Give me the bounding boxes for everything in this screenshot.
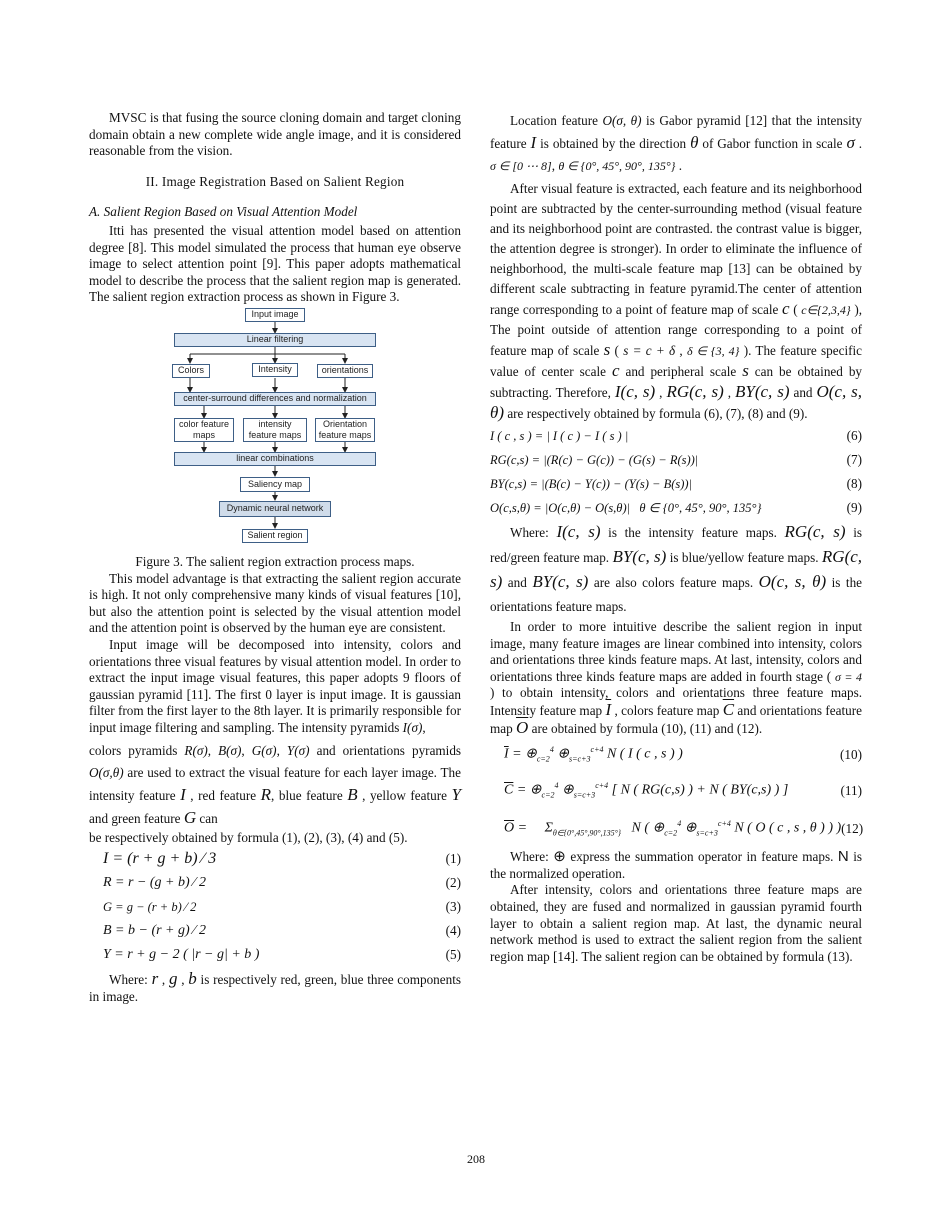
equation-5: Y = r + g − 2 ( |r − g| + b ) (5) [103, 946, 461, 962]
I-cs-2: I(c, s) [556, 522, 601, 541]
decompose-text: Input image will be decomposed into intensity, colors and orientations three visual features by visual attention model. In order to extract the input image visual features, this paper adopts 9 floors of gaussian pyramid [11]. The first 0 layer is input image. It is gaussian filter from the first layer to the 8th layer. It is primarily responsible for input image filtering and sampling. The intensity pyramids [89, 636, 461, 735]
paragraph-visual-feature: After visual feature is extracted, each feature and its neighborhood point are subtracted by the center-surrounding method (visual feature and its neighborhood point are contrasted. the contrast value is bigger, the attention degree is stronger). In order to eliminate the influence of neighborhood, the multi-scale feature map [13] can be obtained by different scale subtracting in feature pyramid.The center of attention range corresponding to a point of feature map of scale c ( c∈{2,3,4} ), The point outside of attention range corresponding to a point of feature map of scale s ( s = c + δ , δ ∈ {3, 4} ). The feature specific value of center scale c and peripheral scale s can be obtained by subtracting. Therefore, I(c, s) , RG(c, s) , BY(c, s) and O(c, s, θ) are respectively obtained by formula (6), (7), (8) and (9). [490, 181, 863, 422]
rg-map-text: is red/green feature map. [490, 525, 863, 565]
equation-8: BY(c,s) = |(B(c) − Y(c)) − (Y(s) − B(s))| (8) [490, 475, 862, 491]
eq-number-10: (10) [840, 746, 862, 762]
orient-maps-text: is the orientations feature maps. [490, 575, 863, 614]
O-bar: $\overline{O}$ [516, 717, 529, 737]
eq-number-11: (11) [840, 782, 862, 798]
green-feature-text: and green feature [89, 811, 181, 827]
s-symbol-2: s [742, 361, 749, 380]
RG-cs: RG(c, s) [666, 382, 724, 401]
can-text: can [199, 811, 218, 827]
BY-cs-2: BY(c, s) [612, 547, 667, 566]
paragraph-decompose: Input image will be decomposed into intensity, colors and orientations three visual features by visual attention model. In order to extract the input image visual features, this paper adopts 9 floors of gaussian pyramid [11]. The first 0 layer is input image. It is gaussian filter from the first layer to the 8th layer. It is primarily responsible for input image filtering and sampling. The intensity pyramids I(σ), [89, 636, 461, 735]
eq-number-7: (7) [846, 451, 862, 467]
delta-range: δ ∈ {3, 4} [686, 344, 740, 358]
and-orientations-text: and orientations [316, 743, 405, 759]
direction-text: is obtained by the direction [540, 136, 687, 151]
RG-cs-2: RG(c, s) [784, 522, 846, 541]
eq-number-1: (1) [445, 850, 461, 866]
O-pyramid: O(σ,θ) [89, 765, 124, 781]
BY-cs: BY(c, s) [735, 382, 790, 401]
c-range: c∈{2,3,4} [801, 303, 851, 317]
box-intensity-feature-maps: intensity feature maps [243, 418, 307, 442]
box-dynamic-neural-network: Dynamic neural network [219, 501, 331, 517]
box-linear-filtering: Linear filtering [174, 333, 376, 347]
equation-12: $\overline{O}$ = $\Sigma_{\theta\in\{0^\circ,45^\circ,90^\circ,135^\circ\}}$ N ( $\oplus_{c=2}^4$ $\oplus_{s=c+3}^{c+4}$ N ( O ( c , s , θ ) ) ) (12) [504, 819, 864, 838]
s-def: s = c + δ [623, 343, 676, 358]
R-symbol: R [260, 785, 272, 805]
paragraph-advantage: This model advantage is that extracting the salient region accurate is high. It not only comprehensive many kinds of visual features [10], but also the attention point is selected by the visual attention model and the attention point is observed by the human eye are consistent. [89, 570, 461, 636]
sigma-4: σ = 4 [834, 669, 863, 684]
c-symbol: c [782, 299, 790, 318]
O-cs-theta: O(c, s, θ) [490, 382, 863, 422]
right-column [490, 110, 862, 965]
g-symbol: g [168, 969, 178, 989]
I-symbol: I [180, 785, 186, 805]
oplus-symbol: ⊕ [553, 849, 566, 866]
I-bar: $\overline{I}$ [605, 699, 612, 719]
box-center-surround: center-surround differences and normalization [174, 392, 376, 406]
intensity-pyramid-symbol: I(σ) [402, 719, 423, 735]
RG-cs-3: RG(c, s) [490, 547, 863, 591]
equation-7: RG(c,s) = |(R(c) − G(c)) − (G(s) − R(s))| (7) [490, 451, 862, 467]
paragraph-where-rgb: Where: r , g , b is respectively red, green, blue three components in image. [89, 969, 462, 1004]
b-symbol: b [188, 969, 197, 989]
equation-10: $\overline{I}$ = $\oplus_{c=2}^4$ $\oplus_{s=c+3}^{c+4}$ N ( I ( c , s ) ) (10) [504, 745, 862, 764]
G-pyramid: G(σ) [251, 743, 277, 759]
sigma-range: σ ∈ [0 ⋯ 8] [490, 159, 552, 173]
colors-map-text: , colors feature map [614, 702, 720, 718]
subsection-title: A. Salient Region Based on Visual Attention Model [89, 204, 358, 220]
equation-2: R = r − (g + b) ⁄ 2 (2) [103, 874, 461, 890]
feature-specific-text: ). The feature specific value of center scale [490, 343, 863, 379]
gabor-text: is Gabor pyramid [12] that the [646, 113, 813, 128]
sigma-symbol: σ [846, 133, 855, 152]
intuitive-text: In order to more intuitive describe the salient region in input image, many feature images are linear combined into intensity, colors and orientations three kinds feature maps. At last, intensity, colors and orientations three kinds feature maps are added in fourth stage ( [490, 619, 862, 684]
equation-6: I ( c , s ) = | I ( c ) − I ( s ) | (6) [490, 427, 862, 443]
box-saliency-map: Saliency map [240, 477, 310, 492]
pyramids-text: pyramids [411, 743, 462, 759]
box-linear-combinations: linear combinations [174, 452, 376, 466]
G-symbol: G [183, 808, 197, 828]
intro-paragraph: MVSC is that fusing the source cloning domain and target cloning domain obtain a new complete wide angle image, and it is considered reasonable from the vision. [89, 110, 461, 159]
C-bar: $\overline{C}$ [722, 699, 735, 719]
where-label: Where: [109, 972, 148, 988]
section-title: II. Image Registration Based on Salient Region [145, 173, 405, 189]
paragraph-itti: Itti has presented the visual attention model based on attention degree [8]. This model simulated the process that human eye observe image to select attention point [9]. This paper adopts mathematical model to describe the process that the salient region map is generated. The salient region extraction process as shown in Figure 3. [89, 222, 461, 305]
eq-number-6: (6) [846, 427, 862, 443]
Y-symbol: Y [451, 785, 461, 805]
where-label-3: Where: [510, 849, 549, 865]
visual-feature-text: After visual feature is extracted, each feature and its neighborhood point are subtracted by the center-surrounding method (visual feature and its neighborhood point are contrasted. the contrast value is bigger, the attention degree is stronger). In order to eliminate the influence of neighborhood, the multi-scale feature map [13] can be obtained by different scale subtracting in feature pyramid.The center of attention range corresponding to a point of feature map of scale [490, 181, 862, 317]
formula-6-9-text: are respectively obtained by formula (6), (7), (8) and (9). [507, 406, 808, 421]
orient-map-text: and orientations feature map [490, 702, 862, 736]
box-input-image: Input image [245, 308, 305, 322]
box-intensity: Intensity [252, 363, 298, 377]
equation-4: B = b − (r + g) ⁄ 2 (4) [103, 922, 461, 938]
page-number: 208 [467, 1152, 485, 1166]
intensity-maps-text: is the intensity feature maps. [608, 525, 777, 540]
location-feature-text: Location feature [510, 113, 598, 128]
paragraph-intuitive [490, 619, 862, 737]
figure-3-caption: Figure 3. The salient region extraction process maps. [135, 553, 415, 569]
paragraph-location-feature: Location feature O(σ, θ) is Gabor pyramid [12] that the intensity feature I is obtained by the direction θ of Gabor function in scale σ . σ ∈ [0 ⋯ 8], θ ∈ {0°, 45°, 90°, 135°} . [490, 113, 863, 173]
eq-number-2: (2) [445, 874, 461, 890]
function-scale-text: function in scale [754, 136, 843, 151]
eq-number-4: (4) [445, 922, 461, 938]
and-text-2: and [507, 575, 527, 590]
paragraph-final: After intensity, colors and orientations three feature maps are obtained, they are fused and normalized in gaussian pyramid fourth layer to obtain a salient region map. At last, the dynamic neural network method is used to extract the salient region from the salient region map [14]. The salient region can be obtained by formula (13). [490, 882, 862, 964]
normalized-text: is the normalized operation. [490, 849, 863, 881]
rgb-symbols: r [151, 969, 159, 989]
paragraph-where-maps [490, 520, 862, 619]
intensity-feature-text: each layer image. The intensity feature [89, 765, 462, 804]
used-text: are used to extract the visual feature for [127, 765, 340, 781]
and-text: and [793, 385, 813, 400]
eq-number-9: (9) [846, 499, 862, 515]
eq-number-8: (8) [846, 475, 862, 491]
paragraph-where-oplus [490, 849, 862, 882]
yellow-feature-text: , yellow feature [362, 788, 447, 804]
eq-number-3: (3) [445, 898, 461, 914]
equation-9: O(c,s,θ) = |O(c,θ) − O(s,θ)| θ ∈ {0°, 45°, 90°, 135°} (9) [490, 499, 862, 515]
Y-pyramid: Y(σ) [286, 743, 310, 759]
summation-text: express the summation operator in feature maps. [570, 849, 834, 865]
I-symbol-2: I [530, 133, 537, 152]
c-symbol-2: c [611, 361, 620, 380]
O-cs-theta-2: O(c, s, θ) [758, 572, 827, 591]
box-salient-region: Salient region [242, 529, 308, 543]
point-outside-text: ), The point outside of attention range corresponding to a point of feature map of scale [490, 302, 863, 358]
B-symbol: B [347, 785, 358, 805]
eq-number-5: (5) [445, 946, 461, 962]
R-pyramid: R(σ) [184, 743, 208, 759]
colors-pyramids-text: colors pyramids [89, 743, 178, 759]
equation-1: I = (r + g + b) ⁄ 3 (1) [103, 849, 461, 867]
red-feature-text: , red feature [190, 788, 257, 804]
subtracting-text: can be obtained by subtracting. Therefore, [490, 364, 863, 400]
BY-cs-3: BY(c, s) [532, 572, 589, 591]
eq-number-12: (12) [841, 820, 864, 836]
N-symbol: N [837, 848, 849, 866]
equation-3: G = g − (r + b) ⁄ 2 (3) [103, 898, 461, 914]
of-gabor-text: of Gabor [702, 136, 751, 151]
B-pyramid: B(σ) [218, 743, 242, 759]
s-symbol: s [603, 340, 611, 359]
paragraph-pyramids: colors pyramids R(σ), B(σ), G(σ), Y(σ) and orientations pyramids O(σ,θ) are used to extract the visual feature for each layer image. The intensity feature I , red feature R, blue feature B , yellow feature Y and green feature G can [89, 743, 462, 828]
where-label-2: Where: [510, 525, 549, 540]
box-colors: Colors [172, 364, 210, 378]
intensity-map-text: ) to obtain intensity, colors and orientations three feature maps. Intensity feature map [490, 685, 862, 718]
left-column [89, 110, 461, 1005]
theta-range: θ ∈ {0°, 45°, 90°, 135°} [558, 159, 676, 173]
equation-11: $\overline{C}$ = $\oplus_{c=2}^4$ $\oplus_{s=c+3}^{c+4}$ [ N ( RG(c,s) ) + N ( BY(c,s) ) ] (11) [504, 781, 862, 800]
figure-3-flowchart [89, 308, 461, 548]
formula-intro: be respectively obtained by formula (1), (2), (3), (4) and (5). [89, 830, 408, 846]
intensity-feature-text-2: intensity feature [490, 113, 863, 151]
by-map-text: is blue/yellow feature maps. [669, 550, 819, 565]
colors-maps-text: are also colors feature maps. [593, 575, 754, 590]
box-orientations: orientations [317, 364, 373, 378]
formula-10-12-text: are obtained by formula (10), (11) and (12). [531, 720, 763, 736]
O-sigma-theta: O(σ, θ) [602, 113, 642, 128]
theta-symbol: θ [690, 133, 699, 152]
peripheral-text: and peripheral scale [625, 364, 737, 379]
blue-feature-text: blue feature [278, 788, 343, 804]
where-tail-text: is respectively red, green, blue three components in image. [89, 972, 462, 1004]
box-color-feature-maps: color feature maps [174, 418, 234, 442]
I-cs: I(c, s) [614, 382, 656, 401]
box-orientation-feature-maps: Orientation feature maps [315, 418, 375, 442]
